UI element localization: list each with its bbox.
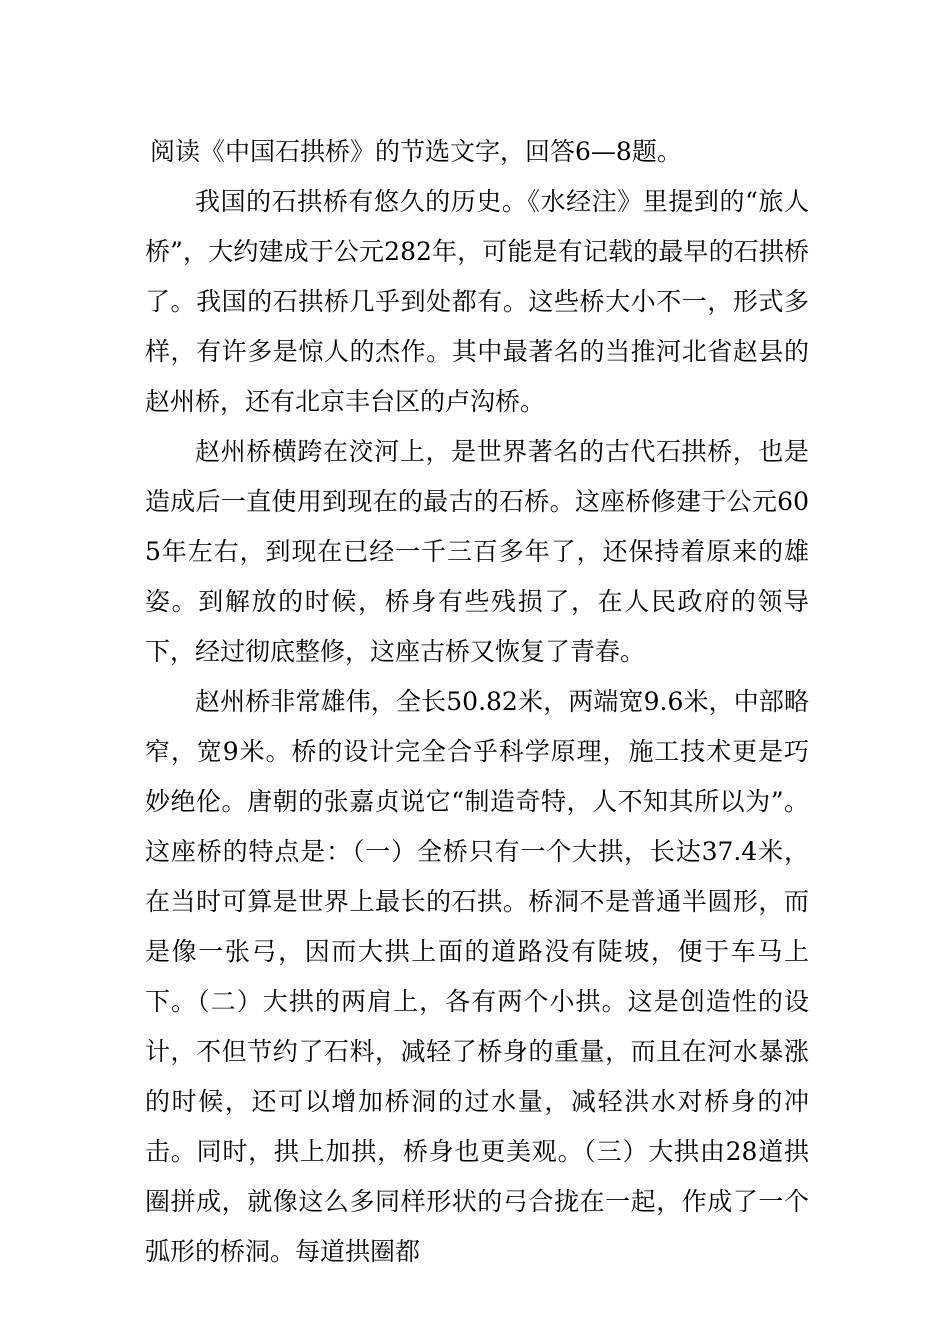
paragraph-history: 我国的石拱桥有悠久的历史。《水经注》里提到的“旅人桥”，大约建成于公元282年，可能是有记载的最早的石拱桥了。我国的石拱桥几乎到处都有。这些桥大小不一，形式多样，有许多是惊人的杰作。其中最著名的当推河北省赵县的赵州桥，还有北京丰台区的卢沟桥。 bbox=[145, 187, 809, 416]
passage-body bbox=[145, 177, 809, 1277]
paragraph-zhaozhou-features: 赵州桥非常雄伟，全长50.82米，两端宽9.6米，中部略窄，宽9米。桥的设计完全合乎科学原理，施工技术更是巧妙绝伦。唐朝的张嘉贞说它“制造奇特，人不知其所以为”。这座桥的特点是：（一）全桥只有一个大拱，长达37.4米，在当时可算是世界上最长的石拱。桥洞不是普通半圆形，而是像一张弓，因而大拱上面的道路没有陡坡，便于车马上下。（二）大拱的两肩上，各有两个小拱。这是创造性的设计，不但节约了石料，减轻了桥身的重量，而且在河水暴涨的时候，还可以增加桥洞的过水量，减轻洪水对桥身的冲击。同时，拱上加拱，桥身也更美观。（三）大拱由28道拱圈拼成，就像这么多同样形状的弓合拢在一起，作成了一个弧形的桥洞。每道拱圈都 bbox=[145, 687, 809, 1266]
question-intro: 阅读《中国石拱桥》的节选文字，回答6—8题。 bbox=[150, 137, 682, 166]
paragraph-zhaozhou-intro: 赵州桥横跨在洨河上，是世界著名的古代石拱桥，也是造成后一直使用到现在的最古的石桥。这座桥修建于公元605年左右，到现在已经一千三百多年了，还保持着原来的雄姿。到解放的时候，桥身有些残损了，在人民政府的领导下，经过彻底整修，这座古桥又恢复了青春。 bbox=[145, 437, 809, 666]
